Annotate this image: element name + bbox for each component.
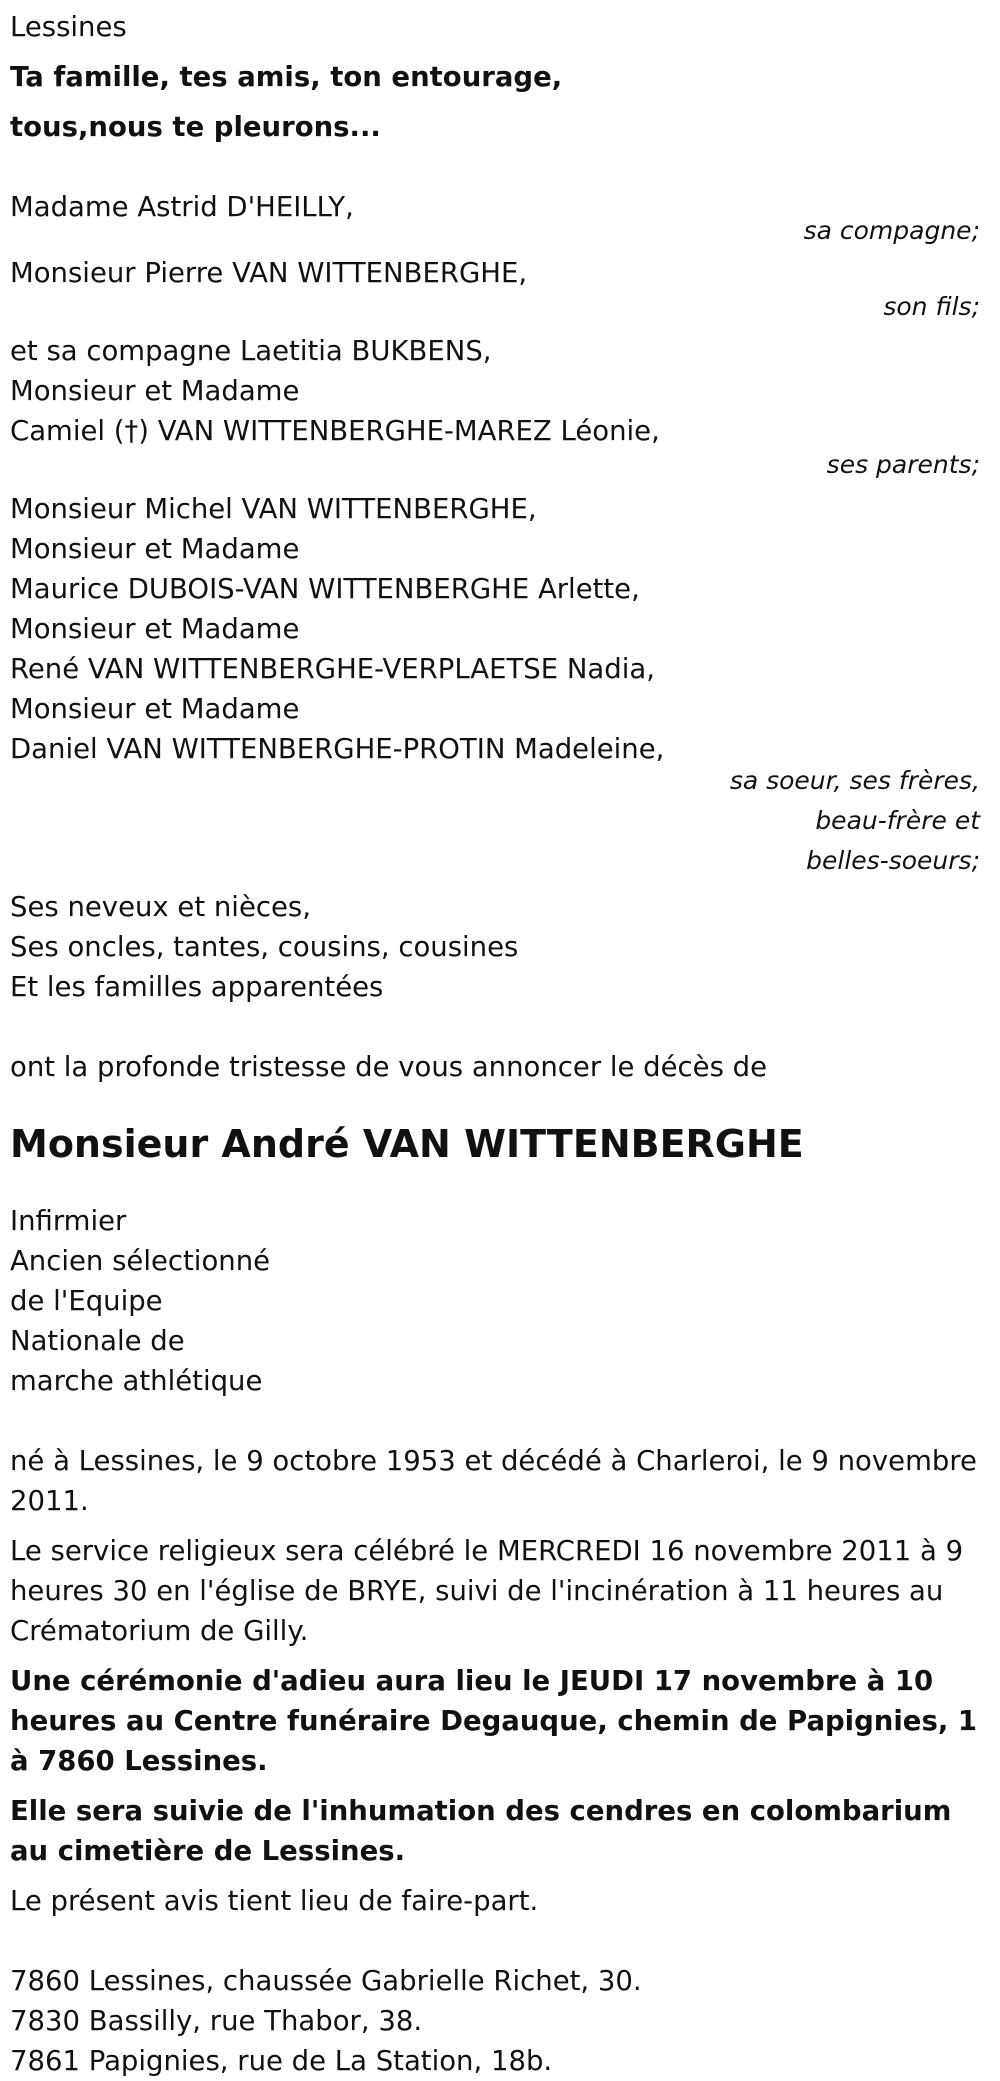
epigraph-line-2: tous,nous te pleurons...	[10, 111, 381, 143]
address-1: 7860 Lessines, chaussée Gabrielle Richet, 30.	[10, 1965, 642, 1997]
address-3: 7861 Papignies, rue de La Station, 18b.	[10, 2045, 553, 2077]
siblings-line-1: Monsieur Michel VAN WITTENBERGHE,	[10, 493, 537, 525]
siblings-line-7: Daniel VAN WITTENBERGHE-PROTIN Madeleine,	[10, 733, 665, 765]
siblings-relation-2: beau-frère et	[815, 806, 980, 835]
partner-relation: sa compagne;	[803, 216, 980, 245]
title-line-1: Infirmier	[10, 1205, 127, 1237]
parents-line-2: Monsieur et Madame	[10, 375, 300, 407]
place: Lessines	[10, 11, 127, 43]
siblings-line-2: Monsieur et Madame	[10, 533, 300, 565]
others-line-1: Ses neveux et nièces,	[10, 891, 311, 923]
birth-death: né à Lessines, le 9 octobre 1953 et décédé à Charleroi, le 9 novembre 2011.	[10, 1445, 977, 1517]
notice: Le présent avis tient lieu de faire-part.	[10, 1885, 539, 1917]
siblings-line-5: René VAN WITTENBERGHE-VERPLAETSE Nadia,	[10, 653, 655, 685]
deceased-name: Monsieur André VAN WITTENBERGHE	[10, 1122, 804, 1166]
siblings-line-6: Monsieur et Madame	[10, 693, 300, 725]
service-info: Le service religieux sera célébré le MERCREDI 16 novembre 2011 à 9 heures 30 en l'église de BRYE, suivi de l'incinération à 11 heures au Crématorium de Gilly.	[10, 1535, 964, 1647]
ceremony-info: Une cérémonie d'adieu aura lieu le JEUDI 17 novembre à 10 heures au Centre funéraire Degauque, chemin de Papignies, 1 à 7860 Lessines.	[10, 1665, 977, 1777]
burial-info: Elle sera suivie de l'inhumation des cendres en colombarium au cimetière de Lessines.	[10, 1795, 952, 1867]
others-line-2: Ses oncles, tantes, cousins, cousines	[10, 931, 519, 963]
siblings-relation-1: sa soeur, ses frères,	[729, 766, 980, 795]
siblings-line-3: Maurice DUBOIS-VAN WITTENBERGHE Arlette,	[10, 573, 640, 605]
announcement: ont la profonde tristesse de vous annoncer le décès de	[10, 1051, 768, 1083]
title-line-5: marche athlétique	[10, 1365, 263, 1397]
son-name: Monsieur Pierre VAN WITTENBERGHE,	[10, 257, 528, 289]
title-line-3: de l'Equipe	[10, 1285, 163, 1317]
address-2: 7830 Bassilly, rue Thabor, 38.	[10, 2005, 423, 2037]
epigraph-line-1: Ta famille, tes amis, ton entourage,	[10, 61, 563, 93]
others-line-3: Et les familles apparentées	[10, 971, 384, 1003]
siblings-line-4: Monsieur et Madame	[10, 613, 300, 645]
parents-relation: ses parents;	[826, 450, 980, 479]
parents-line-3: Camiel (†) VAN WITTENBERGHE-MAREZ Léonie,	[10, 415, 660, 447]
son-relation: son fils;	[883, 292, 980, 321]
title-line-4: Nationale de	[10, 1325, 185, 1357]
title-line-2: Ancien sélectionné	[10, 1245, 271, 1277]
siblings-relation-3: belles-soeurs;	[806, 846, 980, 875]
parents-line-1: et sa compagne Laetitia BUKBENS,	[10, 335, 492, 367]
partner-name: Madame Astrid D'HEILLY,	[10, 191, 354, 223]
